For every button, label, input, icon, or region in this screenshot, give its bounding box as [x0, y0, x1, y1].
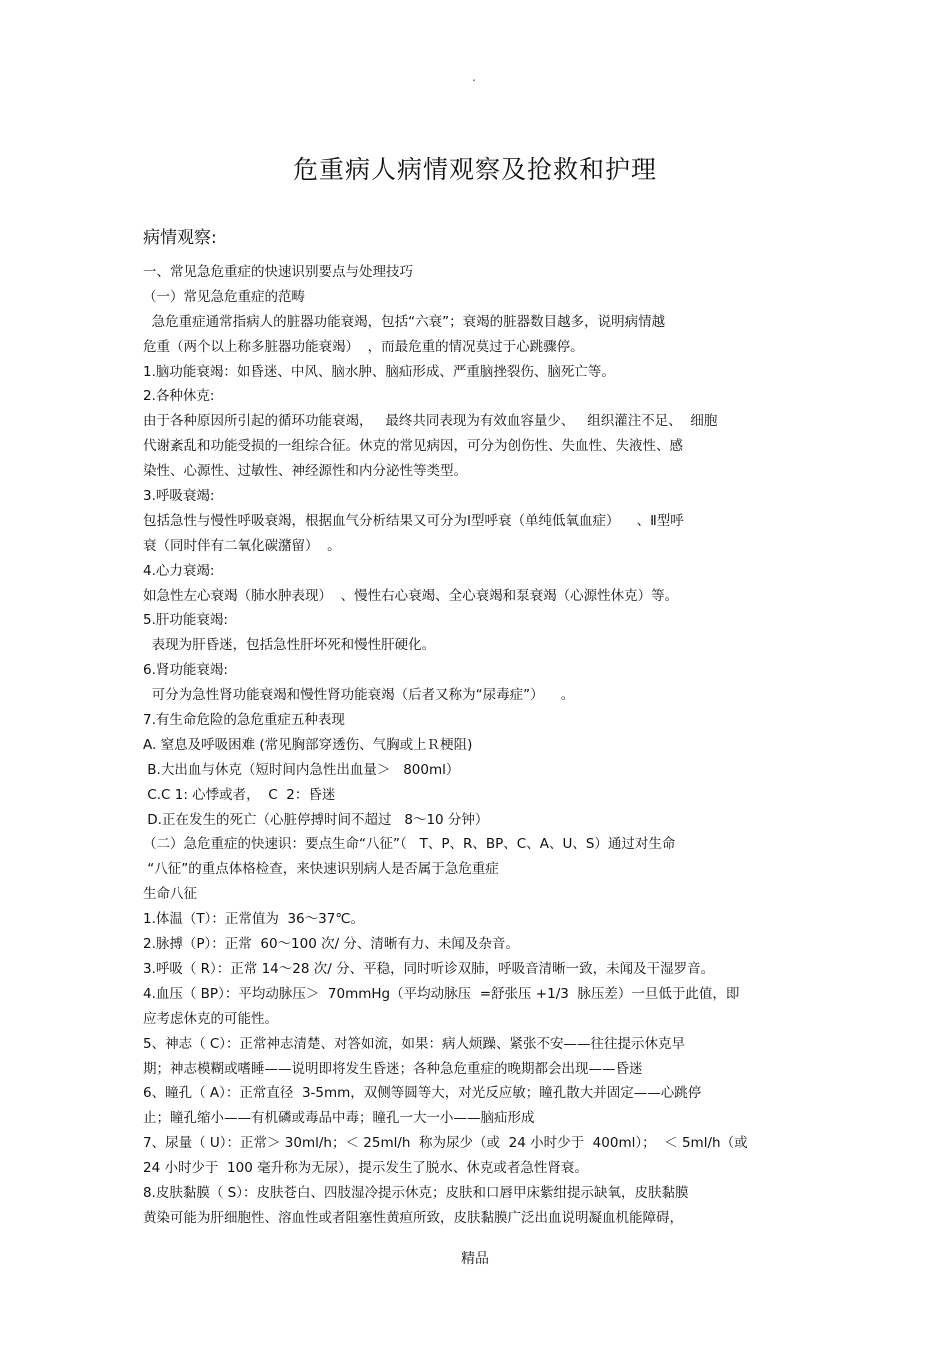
text-line: 1.脑功能衰竭：如昏迷、中风、脑水肿、脑疝形成、严重脑挫裂伤、脑死亡等。: [143, 363, 615, 380]
text-line: 6、瞳孔（ A）：正常直径 3-5mm，双侧等圆等大，对光反应敏；瞳孔散大并固定——心跳停: [143, 1085, 702, 1102]
text-line: 4.心力衰竭:: [143, 562, 215, 579]
text-line: 衰（同时伴有二氧化碳潴留） 。: [143, 537, 341, 554]
text-line: A. 窒息及呼吸困难 (常见胸部穿透伤、气胸或上Ｒ梗阻): [143, 736, 473, 753]
text-line: 如急性左心衰竭（肺水肿表现） 、慢性右心衰竭、全心衰竭和泵衰竭（心源性休克）等。: [143, 587, 679, 604]
text-line: 2.脉搏（P）：正常 60～100 次/ 分、清晰有力、未闻及杂音。: [143, 936, 519, 953]
text-line: 4.血压（ BP）：平均动脉压＞ 70mmHg（平均动脉压 =舒张压 +1/3 脉压差）一旦低于此值，即: [143, 985, 740, 1002]
text-line: 危重（两个以上称多脏器功能衰竭） ，而最危重的情况莫过于心跳骤停。: [143, 338, 584, 355]
text-line: 5、神志（ C）：正常神志清楚、对答如流，如果：病人烦躁、紧张不安——往往提示休克早: [143, 1035, 686, 1052]
text-line: 一、常见急危重症的快速识别要点与处理技巧: [143, 264, 413, 280]
text-line: （一）常见急危重症的范畴: [143, 288, 305, 305]
text-line: 急危重症通常指病人的脏器功能衰竭，包括“六衰”；衰竭的脏器数目越多，说明病情越: [143, 313, 666, 330]
body-text: [143, 260, 808, 1231]
text-line: 应考虑休克的可能性。: [143, 1010, 278, 1027]
text-line: 6.肾功能衰竭:: [143, 662, 228, 679]
text-line: 24 小时少于 100 毫升称为无尿），提示发生了脱水、休克或者急性肾衰。: [143, 1160, 588, 1177]
text-line: 黄染可能为肝细胞性、溶血性或者阻塞性黄疸所致，皮肤黏膜广泛出血说明凝血机能障碍，: [143, 1209, 683, 1226]
text-line: 3.呼吸衰竭:: [143, 488, 215, 505]
page-title: 危重病人病情观察及抢救和护理: [292, 155, 657, 184]
text-line: C.C 1: 心悸或者， C 2：昏迷: [143, 786, 336, 803]
text-line: B.大出血与休克（短时间内急性出血量＞ 800ml）: [143, 761, 460, 778]
text-line: 表现为肝昏迷，包括急性肝坏死和慢性肝硬化。: [143, 637, 436, 654]
text-line: 2.各种休克:: [143, 388, 215, 405]
text-line: 7、尿量（ U）：正常＞ 30ml/h；＜ 25ml/h 称为尿少（或 24 小时少于 400ml）； ＜ 5ml/h（或: [143, 1135, 748, 1152]
text-line: （二）急危重症的快速识：要点生命“八征”（ T、P、R、BP、C、A、U、S）通过对生命: [143, 836, 676, 853]
text-line: 期；神志模糊或嗜睡——说明即将发生昏迷；各种急危重症的晚期都会出现——昏迷: [143, 1060, 643, 1077]
text-line: 止；瞳孔缩小——有机磷或毒品中毒；瞳孔一大一小——脑疝形成: [143, 1110, 535, 1127]
text-line: 染性、心源性、过敏性、神经源性和内分泌性等类型。: [143, 463, 467, 480]
text-line: 3.呼吸（ R）：正常 14～28 次/ 分、平稳，同时听诊双肺，呼吸音清晰一致，未闻及干湿罗音。: [143, 960, 715, 977]
text-line: “八征”的重点体格检查，来快速识别病人是否属于急危重症: [143, 861, 499, 878]
text-line: 由于各种原因所引起的循环功能衰竭， 最终共同表现为有效血容量少、 组织灌注不足、 细胞: [143, 413, 718, 430]
text-line: 8.皮肤黏膜（ S）：皮肤苍白、四肢湿冷提示休克；皮肤和口唇甲床紫绀提示缺氧，皮肤黏膜: [143, 1184, 689, 1201]
text-line: 代谢紊乱和功能受损的一组综合征。休克的常见病因，可分为创伤性、失血性、失液性、感: [143, 438, 683, 455]
section-heading: 病情观察:: [143, 228, 217, 248]
header-dot: .: [472, 70, 476, 84]
text-line: D.正在发生的死亡（心脏停搏时间不超过 8～10 分钟）: [143, 811, 489, 828]
text-line: 7.有生命危险的急危重症五种表现: [143, 712, 345, 729]
text-line: 包括急性与慢性呼吸衰竭，根据血气分析结果又可分为Ⅰ型呼衰（单纯低氧血症） 、Ⅱ型呼: [143, 512, 684, 529]
text-line: 1.体温（T）：正常值为 36～37℃。: [143, 911, 364, 928]
footer-text: 精品: [461, 1251, 489, 1267]
text-line: 5.肝功能衰竭:: [143, 612, 228, 629]
text-line: 生命八征: [143, 886, 197, 903]
text-line: 可分为急性肾功能衰竭和慢性肾功能衰竭（后者又称为“尿毒症”） 。: [143, 687, 575, 704]
